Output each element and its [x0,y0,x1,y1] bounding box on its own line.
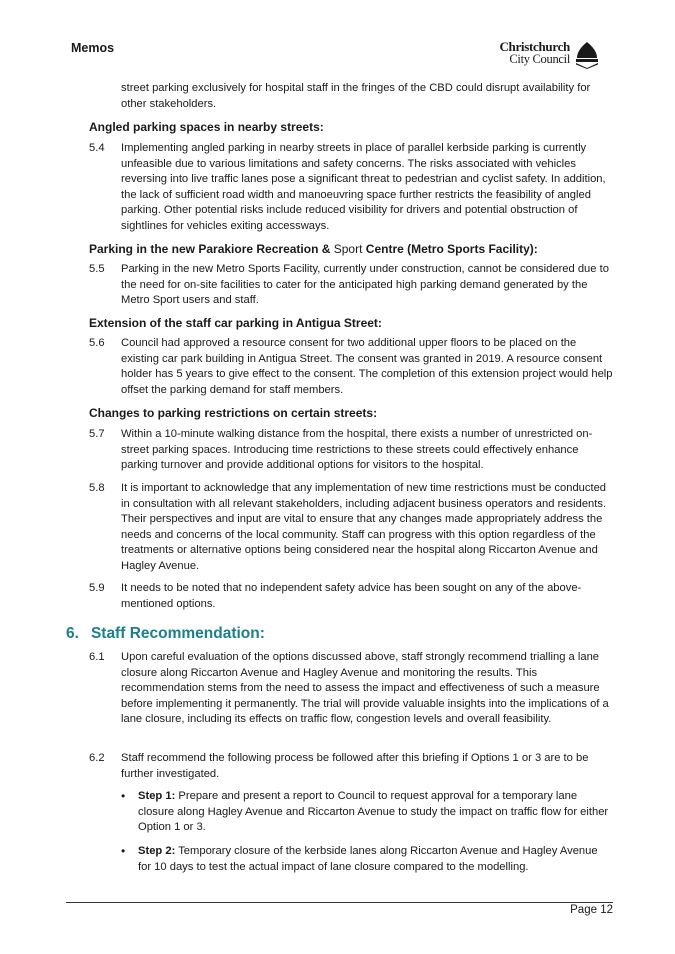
logo-line1: Christchurch [499,39,570,54]
item-number: 5.8 [89,482,105,494]
logo-text [499,40,570,66]
subheading-restrictions: Changes to parking restrictions on certain streets: [89,406,378,420]
logo-line2: City Council [509,52,570,66]
item-number: 6.1 [89,651,105,663]
bullet-step-1: Step 1: Prepare and present a report to Council to request approval for a temporary lane closure along Hagley Avenue and Riccarton Avenue to study the impact on traffic flow for either Option 1 or 3. [138,790,609,834]
page-number: Page 12 [570,904,613,916]
item-number: 5.4 [89,142,105,154]
item-number: 5.9 [89,582,105,594]
paragraph-5-7: Within a 10-minute walking distance from the hospital, there exists a number of unrestricted on-street parking spaces. Introducing time restrictions to these streets could effectively enhance parking turnover and provide additional options for visitors to the hospital. [121,428,593,472]
subheading-antigua: Extension of the staff car parking in Antigua Street: [89,316,382,330]
header-label: Memos [71,41,115,55]
paragraph-5-6: Council had approved a resource consent for two additional upper floors to be placed on the existing car park building in Antigua Street. The consent was granted in 2019. A resource consent holder has 5 years to give effect to the consent. The completion of this extension project would help offset the parking demand for staff members. [121,337,613,396]
footer-divider [66,902,613,903]
paragraph-5-5: Parking in the new Metro Sports Facility, currently under construction, cannot be considered due to the need for on-site facilities to cater for the anticipated high parking demand generated by the Metro Sport users and staff. [121,263,609,307]
bullet-step-2: Step 2: Temporary closure of the kerbside lanes along Riccarton Avenue and Hagley Avenue for 10 days to test the actual impact of lane closure compared to the modelling. [138,845,598,873]
paragraph-6-2: Staff recommend the following process be followed after this briefing if Options 1 or 3 are to be further investigated. [121,752,589,780]
bullet-icon: • [121,844,126,858]
item-number: 6.2 [89,752,105,764]
item-number: 5.7 [89,428,105,440]
council-logo [497,40,601,70]
bullet-icon: • [121,789,126,803]
subheading-parakiore: Parking in the new Parakiore Recreation & Sport Centre (Metro Sports Facility): [89,242,538,256]
item-number: 5.6 [89,337,105,349]
paragraph-5-9: It needs to be noted that no independent safety advice has been sought on any of the above-mentioned options. [121,582,582,610]
paragraph-5-4: Implementing angled parking in nearby streets in place of parallel kerbside parking is currently unfeasible due to various limitations and safety concerns. The risks associated with vehicles reversing into live traffic lanes pose a significant threat to pedestrian and cyclist safety. In addition, the lack of sufficient road width and manoeuvring space further restricts the feasibility of angled parking. Other potential risks include reduced visibility for drivers and potential obstruction of sightlines for vehicles exiting accessways. [121,142,606,232]
paragraph-5-8: It is important to acknowledge that any implementation of new time restrictions must be conducted in consultation with all relevant stakeholders, including adjacent business operators and residents. Their perspectives and input are vital to ensure that any changes made appropriately address the needs and concerns of the local community. Staff can progress with this option regardless of the treatments or alternative options being considered near the hospital along Riccarton Avenue and Hagley Avenue. [121,482,607,572]
paragraph-6-1: Upon careful evaluation of the options discussed above, staff strongly recommend trialling a lane closure along Riccarton Avenue and Hagley Avenue and monitoring the results. This recommendation stems from the need to assess the impact and effectiveness of such a measure before implementing it permanently. The trial will provide valuable insights into the implications of a lane closure, including its effects on traffic flow, congestion levels and overall feasibility. [121,651,609,726]
item-number: 5.5 [89,263,105,275]
cathedral-emblem-icon [573,41,601,69]
section-6-heading: 6. Staff Recommendation: [66,625,265,642]
subheading-angled-parking: Angled parking spaces in nearby streets: [89,120,324,134]
intro-paragraph: street parking exclusively for hospital staff in the fringes of the CBD could disrupt availability for other stakeholders. [121,82,591,110]
